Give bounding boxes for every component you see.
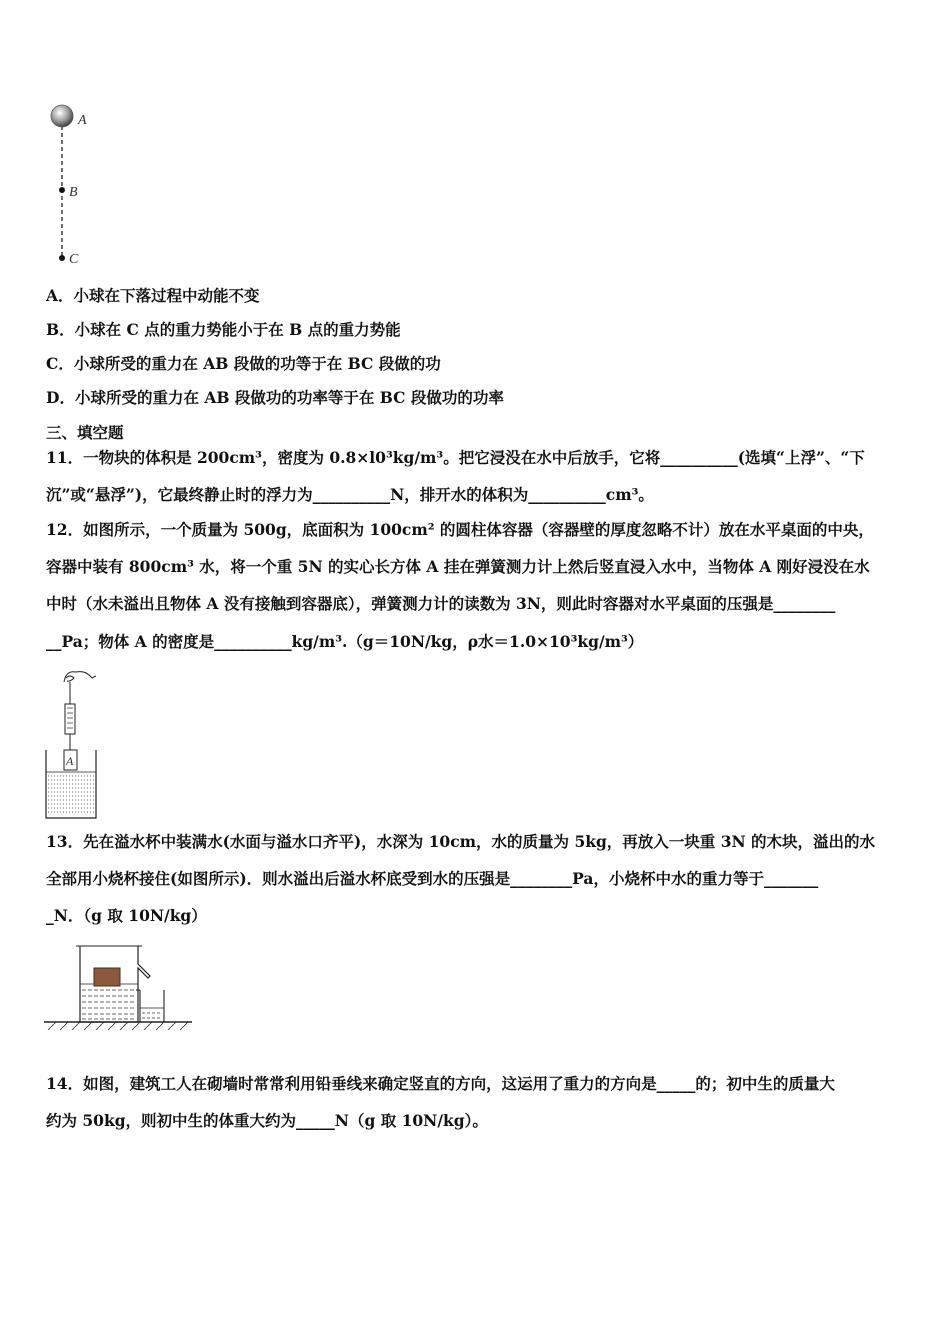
spring-scale-figure — [40, 668, 110, 820]
q13-line-1: 13．先在溢水杯中装满水(水面与溢水口齐平)，水深为 10cm，水的质量为 5kg，再放入一块重 3N 的木块，溢出的水 — [46, 832, 876, 851]
option-b: B．小球在 C 点的重力势能小于在 B 点的重力势能 — [46, 320, 401, 339]
q12-line-1: 12．如图所示，一个质量为 500g，底面积为 100cm² 的圆柱体容器（容器壁的厚度忽略不计）放在水平桌面的中央， — [46, 520, 874, 539]
block-a-label: A — [66, 754, 74, 768]
q12-line-3: 中时（水未溢出且物体 A 没有接触到容器底），弹簧测力计的读数为 3N，则此时容器对水平桌面的压强是________ — [46, 594, 836, 613]
point-b — [59, 187, 65, 193]
overflow-cup-figure — [44, 938, 196, 1038]
label-a: A — [78, 113, 87, 128]
small-beaker — [140, 990, 164, 1022]
q12-line-4: __Pa；物体 A 的密度是__________kg/m³.（g＝10N/kg，ρ水＝1.0×10³kg/m³） — [46, 632, 644, 651]
wooden-block — [94, 968, 120, 986]
q14-line-2: 约为 50kg，则初中生的体重大约为_____N（g 取 10N/kg）。 — [46, 1111, 488, 1130]
q14-line-1: 14．如图，建筑工人在砌墙时常常利用铅垂线来确定竖直的方向，这运用了重力的方向是_____的；初中生的质量大 — [46, 1074, 835, 1093]
q13-line-3: _N．（g 取 10N/kg） — [46, 906, 207, 925]
ball — [51, 105, 73, 127]
spring-scale — [65, 704, 75, 734]
q11-line-1: 11．一物块的体积是 200cm³，密度为 0.8×l0³kg/m³。把它浸没在水中后放手，它将__________(选填“上浮”、“下 — [46, 448, 865, 467]
option-d: D．小球所受的重力在 AB 段做功的功率等于在 BC 段做功的功率 — [46, 388, 504, 407]
option-a: A．小球在下落过程中动能不变 — [46, 286, 260, 305]
q13-line-2: 全部用小烧杯接住(如图所示)．则水溢出后溢水杯底受到水的压强是________Pa，小烧杯中水的重力等于_______ — [46, 869, 819, 888]
falling-ball-figure — [40, 98, 110, 268]
label-b: B — [69, 185, 78, 200]
hand-icon — [64, 672, 96, 682]
label-c: C — [69, 252, 79, 267]
q12-line-2: 容器中装有 800cm³ 水，将一个重 5N 的实心长方体 A 挂在弹簧测力计上然后竖直浸入水中，当物体 A 刚好浸没在水 — [46, 557, 870, 576]
point-c — [59, 255, 65, 261]
section-heading: 三、填空题 — [46, 423, 124, 442]
q11-line-2: 沉”或“悬浮”)，它最终静止时的浮力为__________N，排开水的体积为__________cm³。 — [46, 485, 654, 504]
option-c: C．小球所受的重力在 AB 段做的功等于在 BC 段做的功 — [46, 354, 441, 373]
